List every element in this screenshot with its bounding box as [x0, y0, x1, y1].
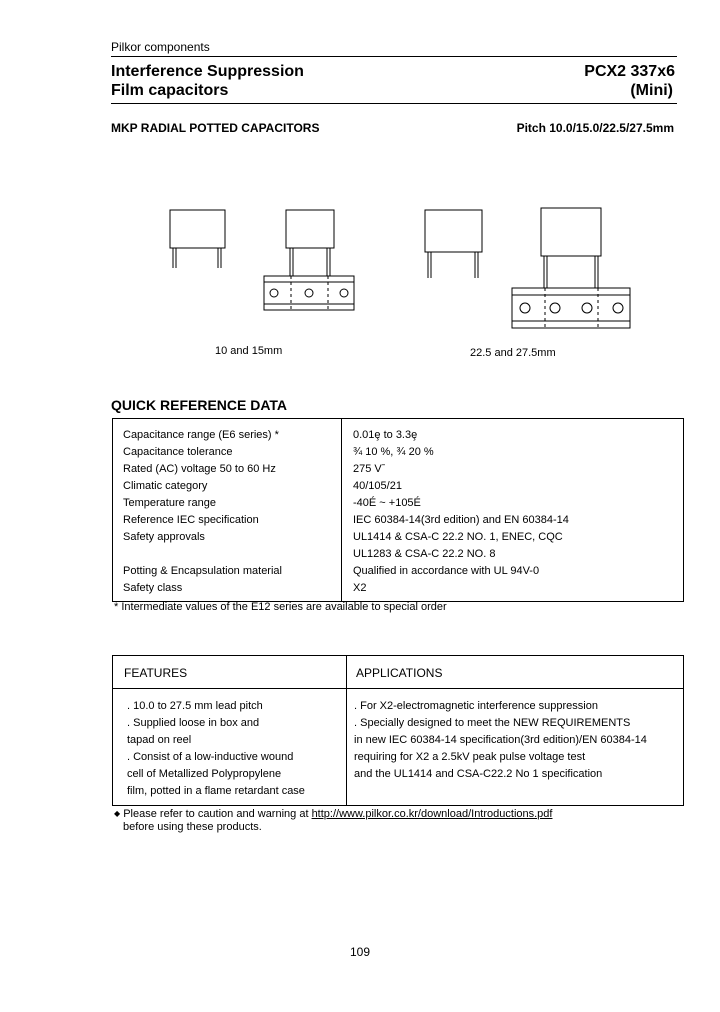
capacitor-drawing-small: [160, 200, 360, 330]
row-value: -40É ~ +105É: [353, 497, 421, 509]
table-row: [113, 497, 683, 514]
row-value: 275 Vˉ: [353, 463, 386, 475]
table-row: [113, 480, 683, 497]
quick-reference-table: [112, 418, 684, 602]
row-label: Reference IEC specification: [123, 514, 259, 526]
variant-label: (Mini): [630, 82, 673, 99]
feature-line: tapad on reel: [127, 734, 192, 746]
row-label: Capacitance range (E6 series) *: [123, 429, 279, 441]
feature-line: . 10.0 to 27.5 mm lead pitch: [127, 700, 263, 712]
table-row: [113, 582, 683, 599]
quick-reference-title: QUICK REFERENCE DATA: [111, 397, 288, 413]
product-subtitle: MKP RADIAL POTTED CAPACITORS: [111, 121, 320, 135]
application-line: in new IEC 60384-14 specification(3rd edition)/EN 60384-14: [354, 734, 647, 746]
row-label: Potting & Encapsulation material: [123, 565, 282, 577]
feature-line: . Supplied loose in box and: [127, 717, 260, 729]
row-value: 40/105/21: [353, 480, 402, 492]
table-row: [113, 548, 683, 565]
application-line: requiring for X2 a 2.5kV peak pulse voltage test: [354, 751, 586, 763]
row-value: X2: [353, 582, 367, 594]
row-value: 0.01ȩ to 3.3ȩ: [353, 429, 418, 441]
table-row: [113, 429, 683, 446]
table-footnote: * Intermediate values of the E12 series are available to special order: [114, 601, 447, 613]
table-row: [113, 463, 683, 480]
table-row: [113, 531, 683, 548]
page-title-line1: Interference Suppression: [111, 63, 304, 80]
caution-note-line2: before using these products.: [123, 821, 262, 833]
application-line: and the UL1414 and CSA-C22.2 No 1 specification: [354, 768, 603, 780]
diamond-bullet-icon: ◆: [114, 809, 121, 818]
application-line: . For X2-electromagnetic interference suppression: [354, 700, 598, 712]
feature-line: cell of Metallized Polypropylene: [127, 768, 282, 780]
caution-note-line1: [114, 808, 552, 820]
row-label: Temperature range: [123, 497, 216, 509]
title-rule: [111, 103, 677, 104]
row-value: ¾ 10 %, ¾ 20 %: [353, 446, 434, 458]
row-label: Safety approvals: [123, 531, 205, 543]
feature-line: film, potted in a flame retardant case: [127, 785, 305, 797]
applications-title: APPLICATIONS: [356, 666, 443, 680]
row-label: Safety class: [123, 582, 183, 594]
features-title: FEATURES: [124, 666, 188, 680]
row-value: IEC 60384-14(3rd edition) and EN 60384-14: [353, 514, 569, 526]
application-line: . Specially designed to meet the NEW REQUIREMENTS: [354, 717, 631, 729]
introductions-pdf-link[interactable]: http://www.pilkor.co.kr/download/Introductions.pdf: [311, 808, 553, 820]
page-title-line2: Film capacitors: [111, 82, 229, 99]
page-number: 109: [349, 945, 371, 959]
part-number: PCX2 337x6: [584, 63, 675, 80]
row-value: UL1414 & CSA-C 22.2 NO. 1, ENEC, CQC: [353, 531, 563, 543]
company-name: Pilkor components: [111, 40, 210, 54]
features-applications-table: [112, 655, 684, 806]
header-divider: [113, 688, 683, 689]
pitch-label: Pitch 10.0/15.0/22.5/27.5mm: [516, 121, 674, 135]
row-label: Climatic category: [123, 480, 208, 492]
caption-large: 22.5 and 27.5mm: [470, 347, 556, 359]
caption-small: 10 and 15mm: [215, 345, 283, 357]
row-label: Rated (AC) voltage 50 to 60 Hz: [123, 463, 276, 475]
caution-text: Please refer to caution and warning at: [123, 808, 312, 820]
row-value: Qualified in accordance with UL 94V-0: [353, 565, 540, 577]
table-row: [113, 514, 683, 531]
capacitor-drawing-large: [415, 200, 640, 340]
header-rule: [111, 56, 677, 57]
table-row: [113, 446, 683, 463]
feature-line: . Consist of a low-inductive wound: [127, 751, 294, 763]
row-value: UL1283 & CSA-C 22.2 NO. 8: [353, 548, 496, 560]
row-label: Capacitance tolerance: [123, 446, 233, 458]
column-divider: [346, 656, 347, 805]
table-row: [113, 565, 683, 582]
